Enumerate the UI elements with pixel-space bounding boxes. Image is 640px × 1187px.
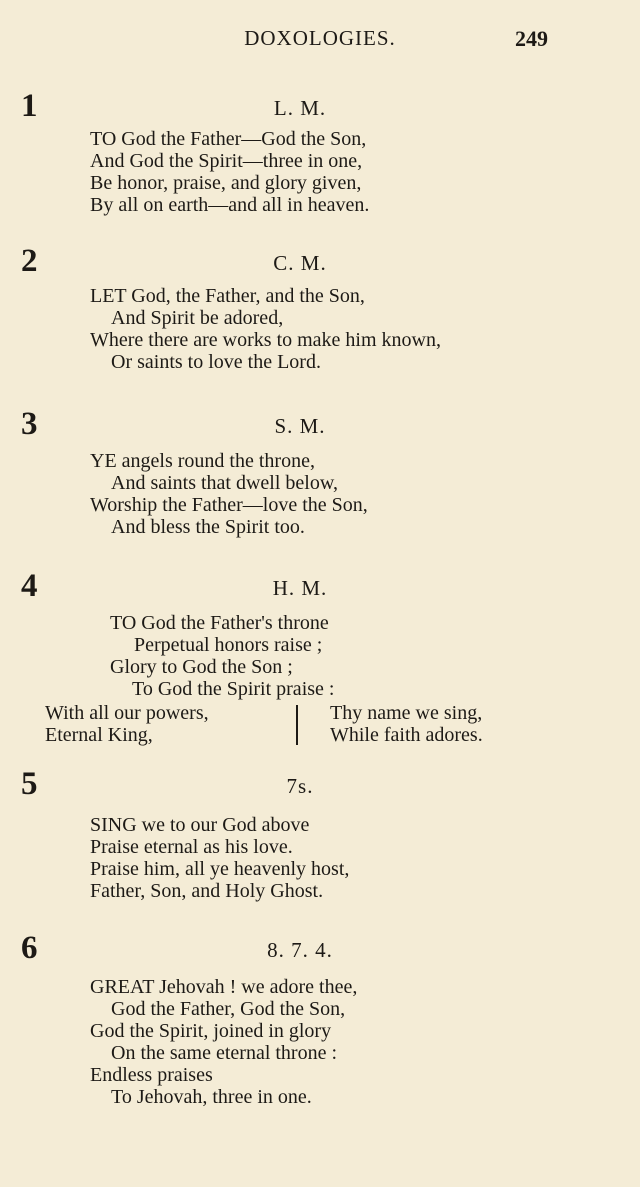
doxology-number: 3 — [21, 406, 38, 442]
column-divider — [296, 705, 298, 745]
split-line-left: Eternal King, — [45, 724, 153, 746]
verse-line: And Spirit be adored, — [111, 307, 284, 329]
meter-label: L. M. — [273, 96, 327, 120]
page-title: DOXOLOGIES. — [244, 26, 396, 50]
verse-line: Endless praises — [90, 1064, 213, 1086]
verse-line: And bless the Spirit too. — [111, 516, 305, 538]
verse-line: YE angels round the throne, — [90, 450, 315, 472]
doxology-number: 5 — [21, 766, 38, 802]
verse-line: TO God the Father's throne — [110, 612, 329, 634]
verse-line: By all on earth—and all in heaven. — [90, 194, 370, 216]
verse-line: And God the Spirit—three in one, — [90, 150, 363, 172]
verse-line: Where there are works to make him known, — [90, 329, 441, 351]
verse-line: God the Spirit, joined in glory — [90, 1020, 332, 1042]
split-line-left: With all our powers, — [45, 702, 209, 724]
split-line-right: While faith adores. — [330, 724, 483, 746]
verse-line: God the Father, God the Son, — [111, 998, 346, 1020]
doxology-number: 6 — [21, 930, 38, 966]
verse-line: On the same eternal throne : — [111, 1042, 338, 1064]
meter-label: S. M. — [274, 414, 326, 438]
verse-line: To God the Spirit praise : — [132, 678, 335, 700]
meter-label: C. M. — [273, 251, 327, 275]
verse-line: SING we to our God above — [90, 814, 310, 836]
doxology-number: 1 — [21, 88, 38, 124]
verse-line: And saints that dwell below, — [111, 472, 339, 494]
verse-line: Worship the Father—love the Son, — [90, 494, 368, 516]
doxology-number: 4 — [21, 568, 38, 604]
verse-line: Perpetual honors raise ; — [134, 634, 323, 656]
page-number: 249 — [515, 26, 548, 51]
verse-line: Father, Son, and Holy Ghost. — [90, 880, 324, 902]
verse-line: GREAT Jehovah ! we adore thee, — [90, 976, 358, 998]
meter-label: H. M. — [272, 576, 328, 600]
split-line-right: Thy name we sing, — [330, 702, 483, 724]
verse-line: Praise him, all ye heavenly host, — [90, 858, 350, 880]
verse-line: Praise eternal as his love. — [90, 836, 293, 858]
verse-line: LET God, the Father, and the Son, — [90, 285, 365, 307]
verse-line: To Jehovah, three in one. — [111, 1086, 312, 1108]
doxology-number: 2 — [21, 243, 38, 279]
verse-line: Glory to God the Son ; — [110, 656, 293, 678]
verse-line: Be honor, praise, and glory given, — [90, 172, 362, 194]
verse-line: Or saints to love the Lord. — [111, 351, 321, 373]
meter-label: 8. 7. 4. — [267, 938, 333, 962]
meter-label: 7s. — [286, 774, 314, 798]
verse-line: TO God the Father—God the Son, — [90, 128, 367, 150]
